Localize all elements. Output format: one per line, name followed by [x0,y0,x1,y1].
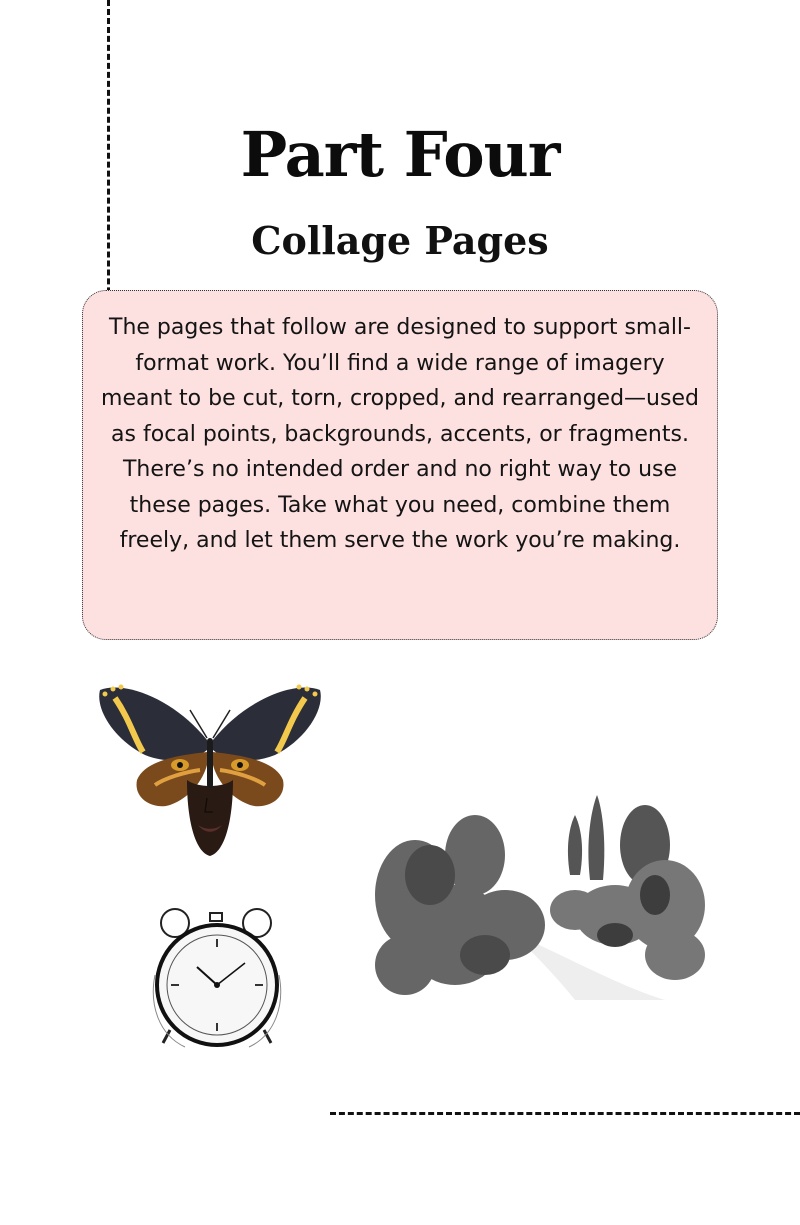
page-title: Part Four [240,118,560,191]
butterfly-face-image [95,680,325,860]
alarm-clock-sketch-image [145,905,290,1055]
intro-text: The pages that follow are designed to support small-format work. You’ll find a wide range of imagery meant to be cut, torn, cropped, and rearranged—used as focal points, backgrounds, accents, or fragments. There’s no intended order and no right way to use these pages. Take what you need, combine them freely, and let them serve the work you’re making. [101,315,699,553]
page-subtitle: Collage Pages [251,218,549,263]
horizontal-cut-line [330,1112,800,1115]
garden-path-sketch-image [375,785,705,1000]
